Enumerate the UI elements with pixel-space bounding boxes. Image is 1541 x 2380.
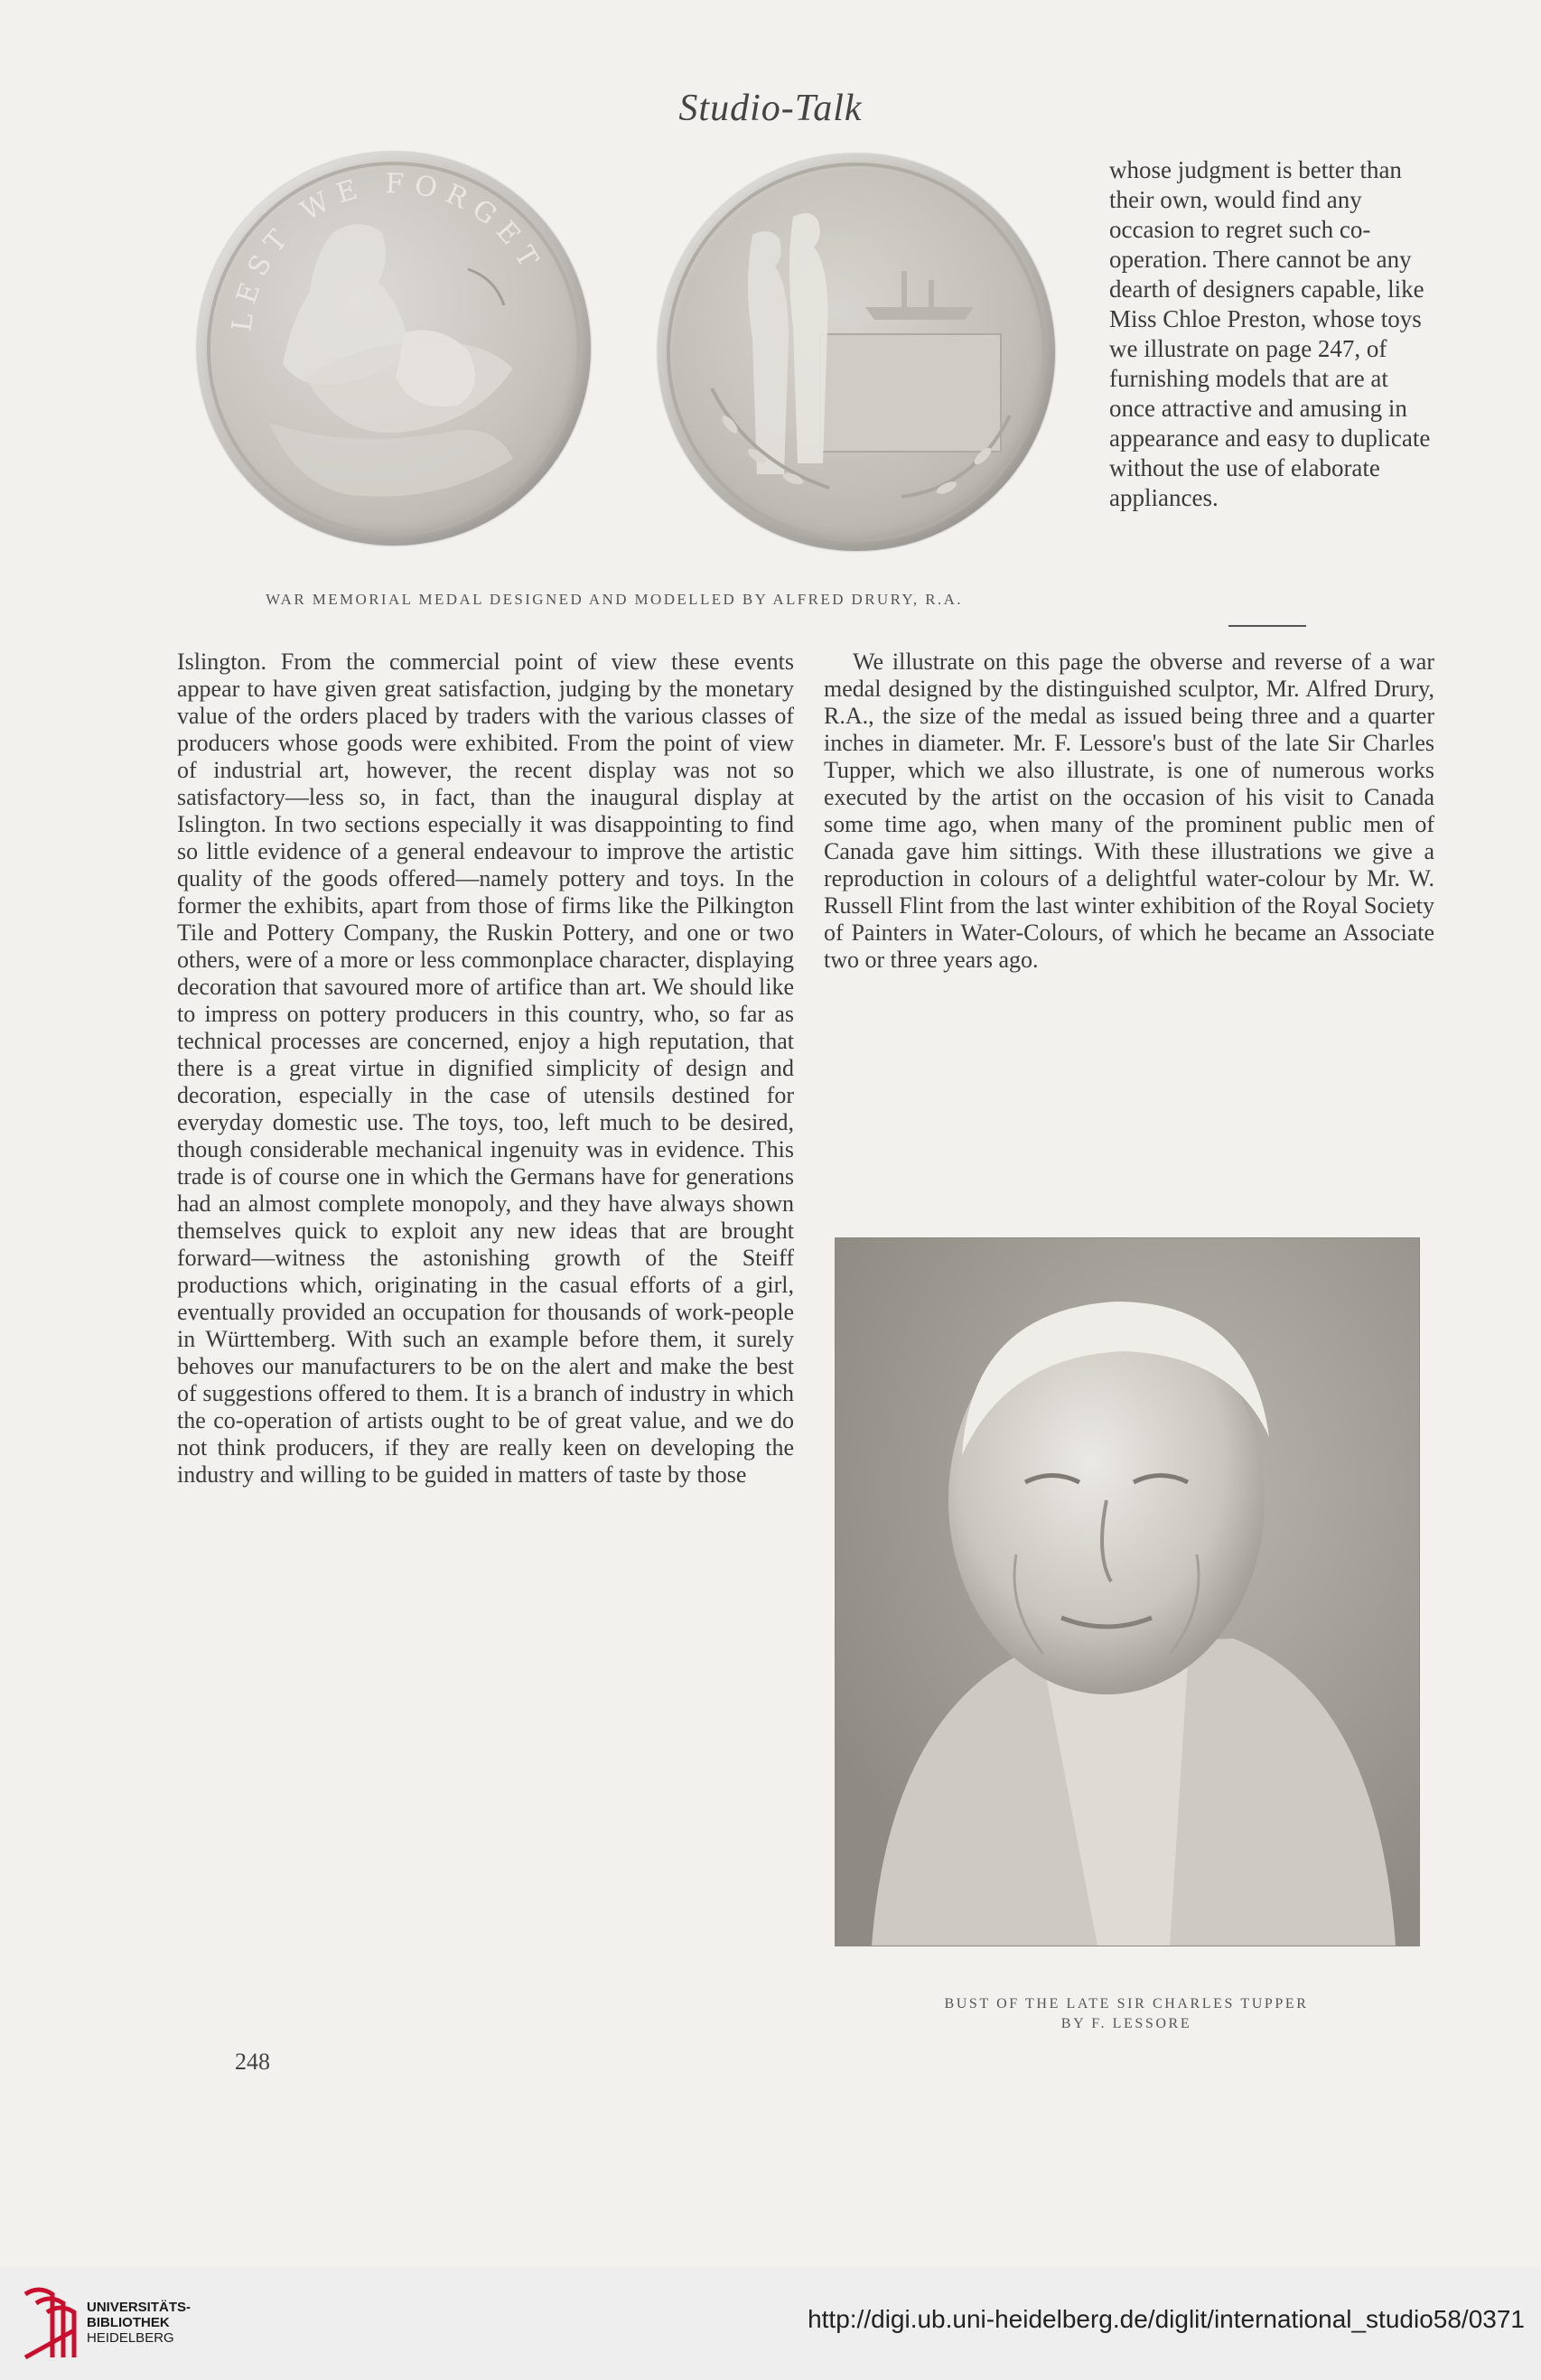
source-url-link[interactable]: http://digi.ub.uni-heidelberg.de/diglit/international_studio58/0371 [808,2305,1525,2333]
library-name-line-3: HEIDELBERG [87,2330,174,2346]
section-divider [1228,625,1306,627]
library-name-line-1: UNIVERSITÄTS- [87,2300,191,2315]
bust-photograph [835,1237,1420,1946]
paragraph: whose judgment is better than their own, would find any occasion to regret such co-operation. There cannot be any dearth of designers capable, like Miss Chloe Preston, whose toys we illustrate on page 247, of furnishing models that are at once attractive and amusing in appearance and easy to duplicate without the use of elaborate appliances. [1109,156,1431,511]
medal-obverse-image [197,152,591,546]
library-name [87,2300,191,2346]
bust-caption-line-1: BUST OF THE LATE SIR CHARLES TUPPER [944,1996,1309,2011]
article-left-column [177,649,794,1489]
bust-sculpture [836,1238,1419,1946]
article-right-column [824,649,1434,974]
medal-obverse-relief [197,152,591,546]
medal-reverse-image [658,154,1055,551]
medal-reverse-relief [658,154,1055,551]
page-number: 248 [235,2049,270,2075]
library-logo-icon [16,2276,79,2366]
medal-inscription: LEST WE FORGET [226,168,549,333]
medal-caption: WAR MEMORIAL MEDAL DESIGNED AND MODELLED BY ALFRED DRURY, R.A. [266,591,963,608]
bust-caption-line-2: BY F. LESSORE [1060,2016,1192,2031]
paragraph: Islington. From the commercial point of view these events appear to have given great satisfaction, judging by the monetary value of the orders placed by traders with the various classes of producers whose goods were exhibited. From the point of view of industrial art, however, the recent display was not so satisfactory—less so, in fact, than the inaugural display at Islington. In two sections especially it was disappointing to find so little evidence of a general endeavour to improve the artistic quality of the goods offered—namely pottery and toys. In the former the exhibits, apart from those of firms like the Pilkington Tile and Pottery Company, the Ruskin Pottery, and one or two others, were of a more or less commonplace character, displaying decoration that savoured more of artifice than art. We should like to impress on pottery producers in this country, who, so far as technical processes are concerned, enjoy a high reputation, that there is a great virtue in dignified simplicity of design and decoration, especially in the case of utensils destined for everyday domestic use. The toys, too, left much to be desired, though considerable mechanical ingenuity was in evidence. This trade is of course one in which the Germans have for generations had an almost complete monopoly, and they have always shown themselves quick to exploit any new ideas that are brought forward—witness the astonishing growth of the Steiff productions which, originating in the casual efforts of a girl, eventually provided an occupation for thousands of work-people in Württemberg. With such an example before them, it surely behoves our manufacturers to be on the alert and make the best of suggestions offered to them. It is a branch of industry in which the co-operation of artists ought to be of great value, and we do not think producers, if they are really keen on developing the industry and willing to be guided in matters of taste by those [177,649,794,1488]
running-head: Studio-Talk [678,88,863,129]
paragraph: We illustrate on this page the obverse and reverse of a war medal designed by the distinguished sculptor, Mr. Alfred Drury, R.A., the size of the medal as issued being three and a quarter inches in diameter. Mr. F. Lessore's bust of the late Sir Charles Tupper, which we also illustrate, is one of numerous works executed by the artist on the occasion of his visit to Canada some time ago, when many of the prominent public men of Canada gave him sittings. With these illustrations we give a reproduction in colours of a delightful water-colour by Mr. W. Russell Flint from the last winter exhibition of the Royal Society of Painters in Water-Colours, of which he became an Associate two or three years ago. [824,649,1434,973]
article-right-top [1109,155,1434,513]
bust-caption [835,1994,1418,2034]
library-name-line-2: BIBLIOTHEK [87,2315,170,2330]
